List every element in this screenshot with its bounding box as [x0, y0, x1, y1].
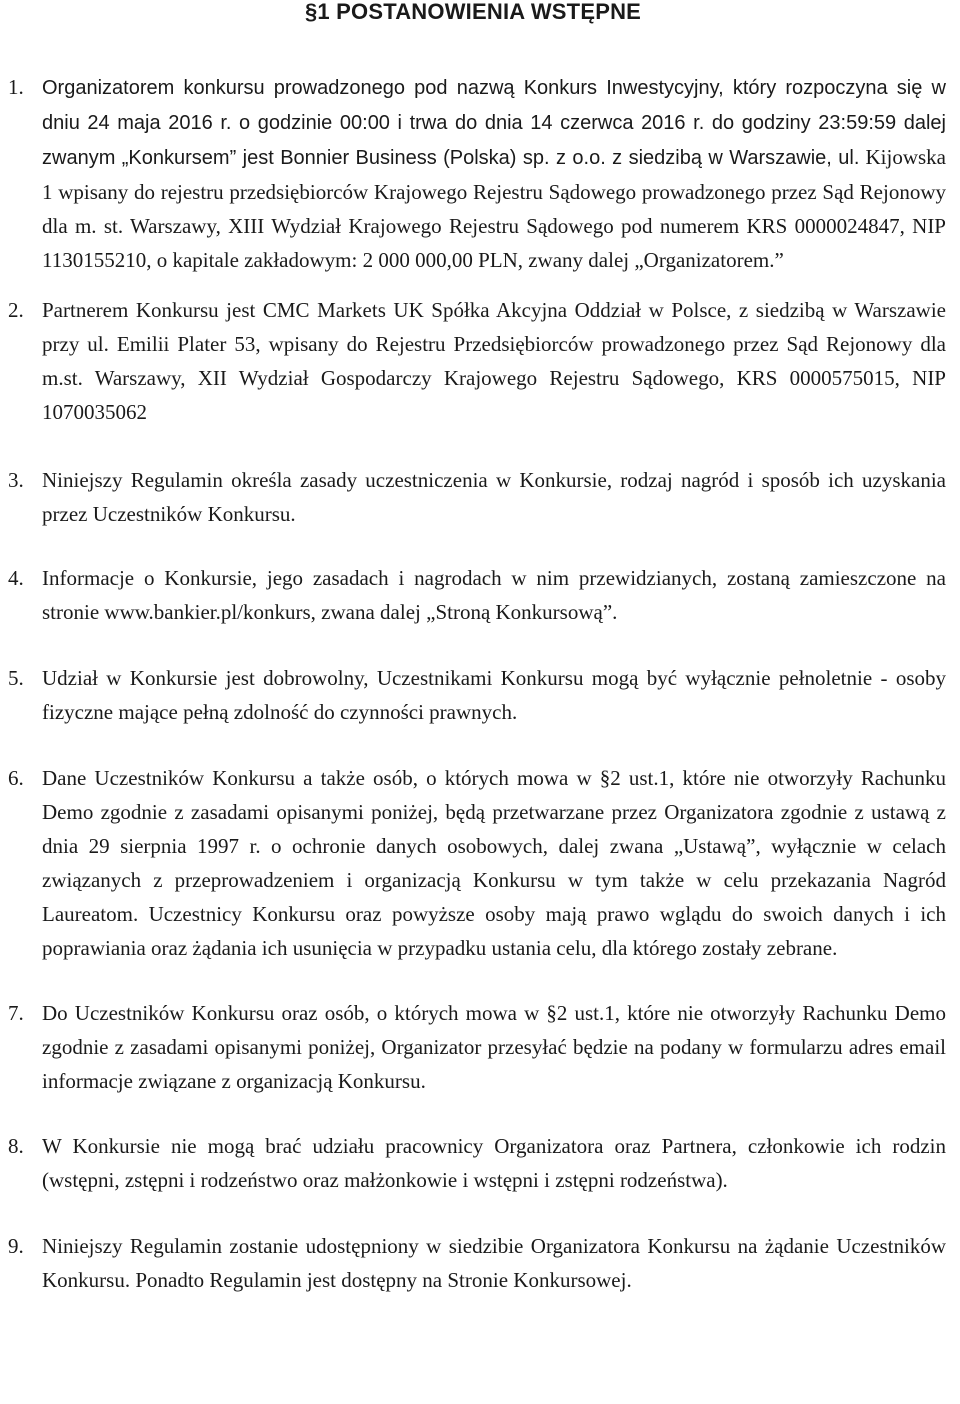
item-text: Dane Uczestników Konkursu a także osób, o których mowa w §2 ust.1, które nie otworzyły Rachunku Demo zgodnie z zasadami opisanymi poniżej, będą przetwarzane przez Organizatora zgodnie z ustawą z dnia 29 sierpnia 1997 r. o ochronie danych osobowych, dalej zwana „Ustawą”, wyłącznie w celach związanych z przeprowadzeniem i organizacją Konkursu w tym także w celu przekazania Nagród Laureatom. Uczestnicy Konkursu oraz powyższe osoby mają prawo wglądu do swoich danych i ich poprawiania oraz żądania ich usunięcia w przypadku ustania celu, dla którego zostały zebrane.: [42, 766, 946, 960]
item-text: Partnerem Konkursu jest CMC Markets UK Spółka Akcyjna Oddział w Polsce, z siedzibą w Warszawie przy ul. Emilii Plater 53, wpisany do Rejestru Przedsiębiorców prowadzonego przez Sąd Rejonowy dla m.st. Warszawy, XII Wydział Gospodarczy Krajowego Rejestru Sądowego, KRS 0000575015, NIP 1070035062: [42, 298, 946, 424]
item-text: Udział w Konkursie jest dobrowolny, Uczestnikami Konkursu mogą być wyłącznie pełnoletnie - osoby fizyczne mające pełną zdolność do czynności prawnych.: [42, 666, 946, 724]
item-number: 5.: [8, 666, 24, 690]
item-text: Do Uczestników Konkursu oraz osób, o których mowa w §2 ust.1, które nie otworzyły Rachunku Demo zgodnie z zasadami opisanymi poniżej, Organizator przesyłać będzie na podany w formularzu adres email informacje związane z organizacją Konkursu.: [42, 1001, 946, 1093]
list-item: [0, 463, 946, 531]
item-text: Niniejszy Regulamin zostanie udostępniony w siedzibie Organizatora Konkursu na żądanie Uczestników Konkursu. Ponadto Regulamin jest dostępny na Stronie Konkursowej.: [42, 1234, 946, 1292]
item-number: 8.: [8, 1134, 24, 1158]
item-number: 7.: [8, 1001, 24, 1025]
item-text: Organizatorem konkursu prowadzonego pod nazwą Konkurs Inwestycyjny, który rozpoczyna się w dniu 24 maja 2016 r. o godzinie 00:00 i trwa do dnia 14 czerwca 2016 r. do godziny 23:59:59 dalej zwanym „Konkursem” jest Bonnier Business (Polska) sp. z o.o. z siedzibą w Warszawie, ul.: [42, 77, 946, 169]
item-number: 2.: [8, 298, 24, 322]
item-number: 9.: [8, 1234, 24, 1258]
item-number: 6.: [8, 766, 24, 790]
item-text: W Konkursie nie mogą brać udziału pracownicy Organizatora oraz Partnera, członkowie ich rodzin (wstępni, zstępni i rodzeństwo oraz małżonkowie i wstępni i zstępni rodzeństwa).: [42, 1134, 946, 1192]
item-text: Niniejszy Regulamin określa zasady uczestniczenia w Konkursie, rodzaj nagród i sposób ich uzyskania przez Uczestników Konkursu.: [42, 468, 946, 526]
list-item: [0, 661, 946, 729]
list-item: [0, 761, 946, 965]
list-item: [0, 70, 946, 277]
list-item: [0, 293, 946, 429]
item-number: 1.: [8, 75, 24, 99]
list-item: [0, 996, 946, 1098]
list-item: [0, 561, 946, 629]
list-item: [0, 1129, 946, 1197]
item-text: Kijowska 1 wpisany do rejestru przedsiębiorców Krajowego Rejestru Sądowego prowadzonego przez Sąd Rejonowy dla m. st. Warszawy, XIII Wydział Krajowego Rejestru Sądowego pod numerem KRS 0000024847, NIP 1130155210, o kapitale zakładowym: 2 000 000,00 PLN, zwany dalej „Organizatorem.”: [42, 145, 946, 272]
section-heading: §1 POSTANOWIENIA WSTĘPNE: [304, 0, 642, 24]
list-item: [0, 1229, 946, 1297]
item-text: Informacje o Konkursie, jego zasadach i nagrodach w nim przewidzianych, zostaną zamieszczone na stronie www.bankier.pl/konkurs, zwana dalej „Stroną Konkursową”.: [42, 566, 946, 624]
item-number: 4.: [8, 566, 24, 590]
item-number: 3.: [8, 468, 24, 492]
provisions-list: [0, 70, 946, 1297]
